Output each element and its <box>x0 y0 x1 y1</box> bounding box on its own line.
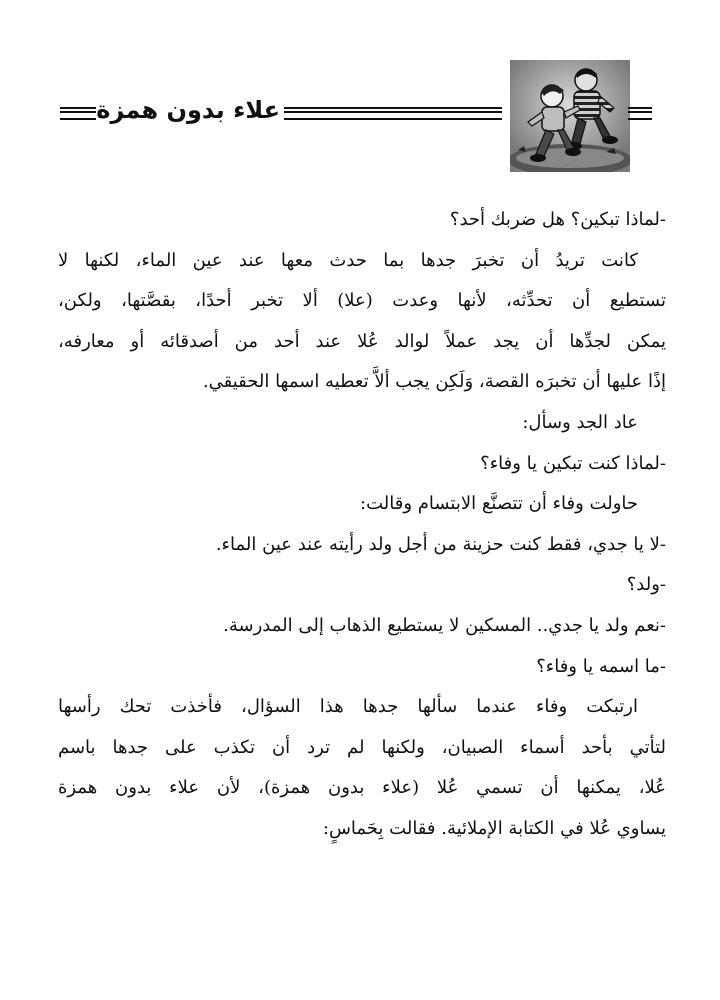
text-line: -نعم ولد يا جدي.. المسكين لا يستطيع الذهاب إلى المدرسة. <box>223 614 666 636</box>
two-running-kids-illustration <box>510 60 630 172</box>
decorative-rule-left <box>60 107 96 120</box>
text-line: تستطيع أن تحدِّثه، لأنها وعدت (علا) ألا تخبر أحدًا، بقصَّتها، ولكن، <box>58 290 666 312</box>
text-line: إذًا عليها أن تخبرَه القصة، وَلَكِن يجب ألاَّ تعطيه اسمها الحقيقي. <box>202 371 666 393</box>
text-line: حاولت وفاء أن تتصنَّع الابتسام وقالت: <box>360 493 638 515</box>
text-line: -لماذا كنت تبكين يا وفاء؟ <box>480 452 666 474</box>
text-line: يساوي عُلا في الكتابة الإملائية. فقالت بِحَماسٍ: <box>322 817 666 839</box>
decorative-rule-right <box>628 107 652 120</box>
text-line: لتأتي بأحد أسماء الصبيان، ولكنها لم ترد أن تكذب على جدها باسم <box>58 736 666 758</box>
text-line: -لماذا تبكين؟ هل ضربك أحد؟ <box>449 209 666 230</box>
text-line: عاد الجد وسأل: <box>522 411 638 433</box>
text-line: -ما اسمه يا وفاء؟ <box>536 655 666 677</box>
page-header <box>0 60 720 180</box>
chapter-title: علاء بدون همزة <box>96 96 280 124</box>
text-line: عُلا، يمكنها أن تسمي عُلا (علاء بدون همزة)، لأن علاء بدون همزة <box>58 777 666 799</box>
decorative-rule-middle <box>284 107 502 120</box>
text-line: يمكن لجدِّها أن يجد عملاً لوالد عُلا عند أحد من أصدقائه أو معارفه، <box>58 330 666 352</box>
text-line: كانت تريدُ أن تخبرَ جدها بما حدث معها عند عين الماء، لكنها لا <box>58 249 638 271</box>
text-line: -ولد؟ <box>626 574 666 596</box>
text-line: -لا يا جدي، فقط كنت حزينة من أجل ولد رأيته عند عين الماء. <box>215 533 666 555</box>
text-line: ارتبكت وفاء عندما سألها جدها هذا السؤال، فأخذت تحك رأسها <box>58 696 638 718</box>
story-body <box>58 200 666 850</box>
